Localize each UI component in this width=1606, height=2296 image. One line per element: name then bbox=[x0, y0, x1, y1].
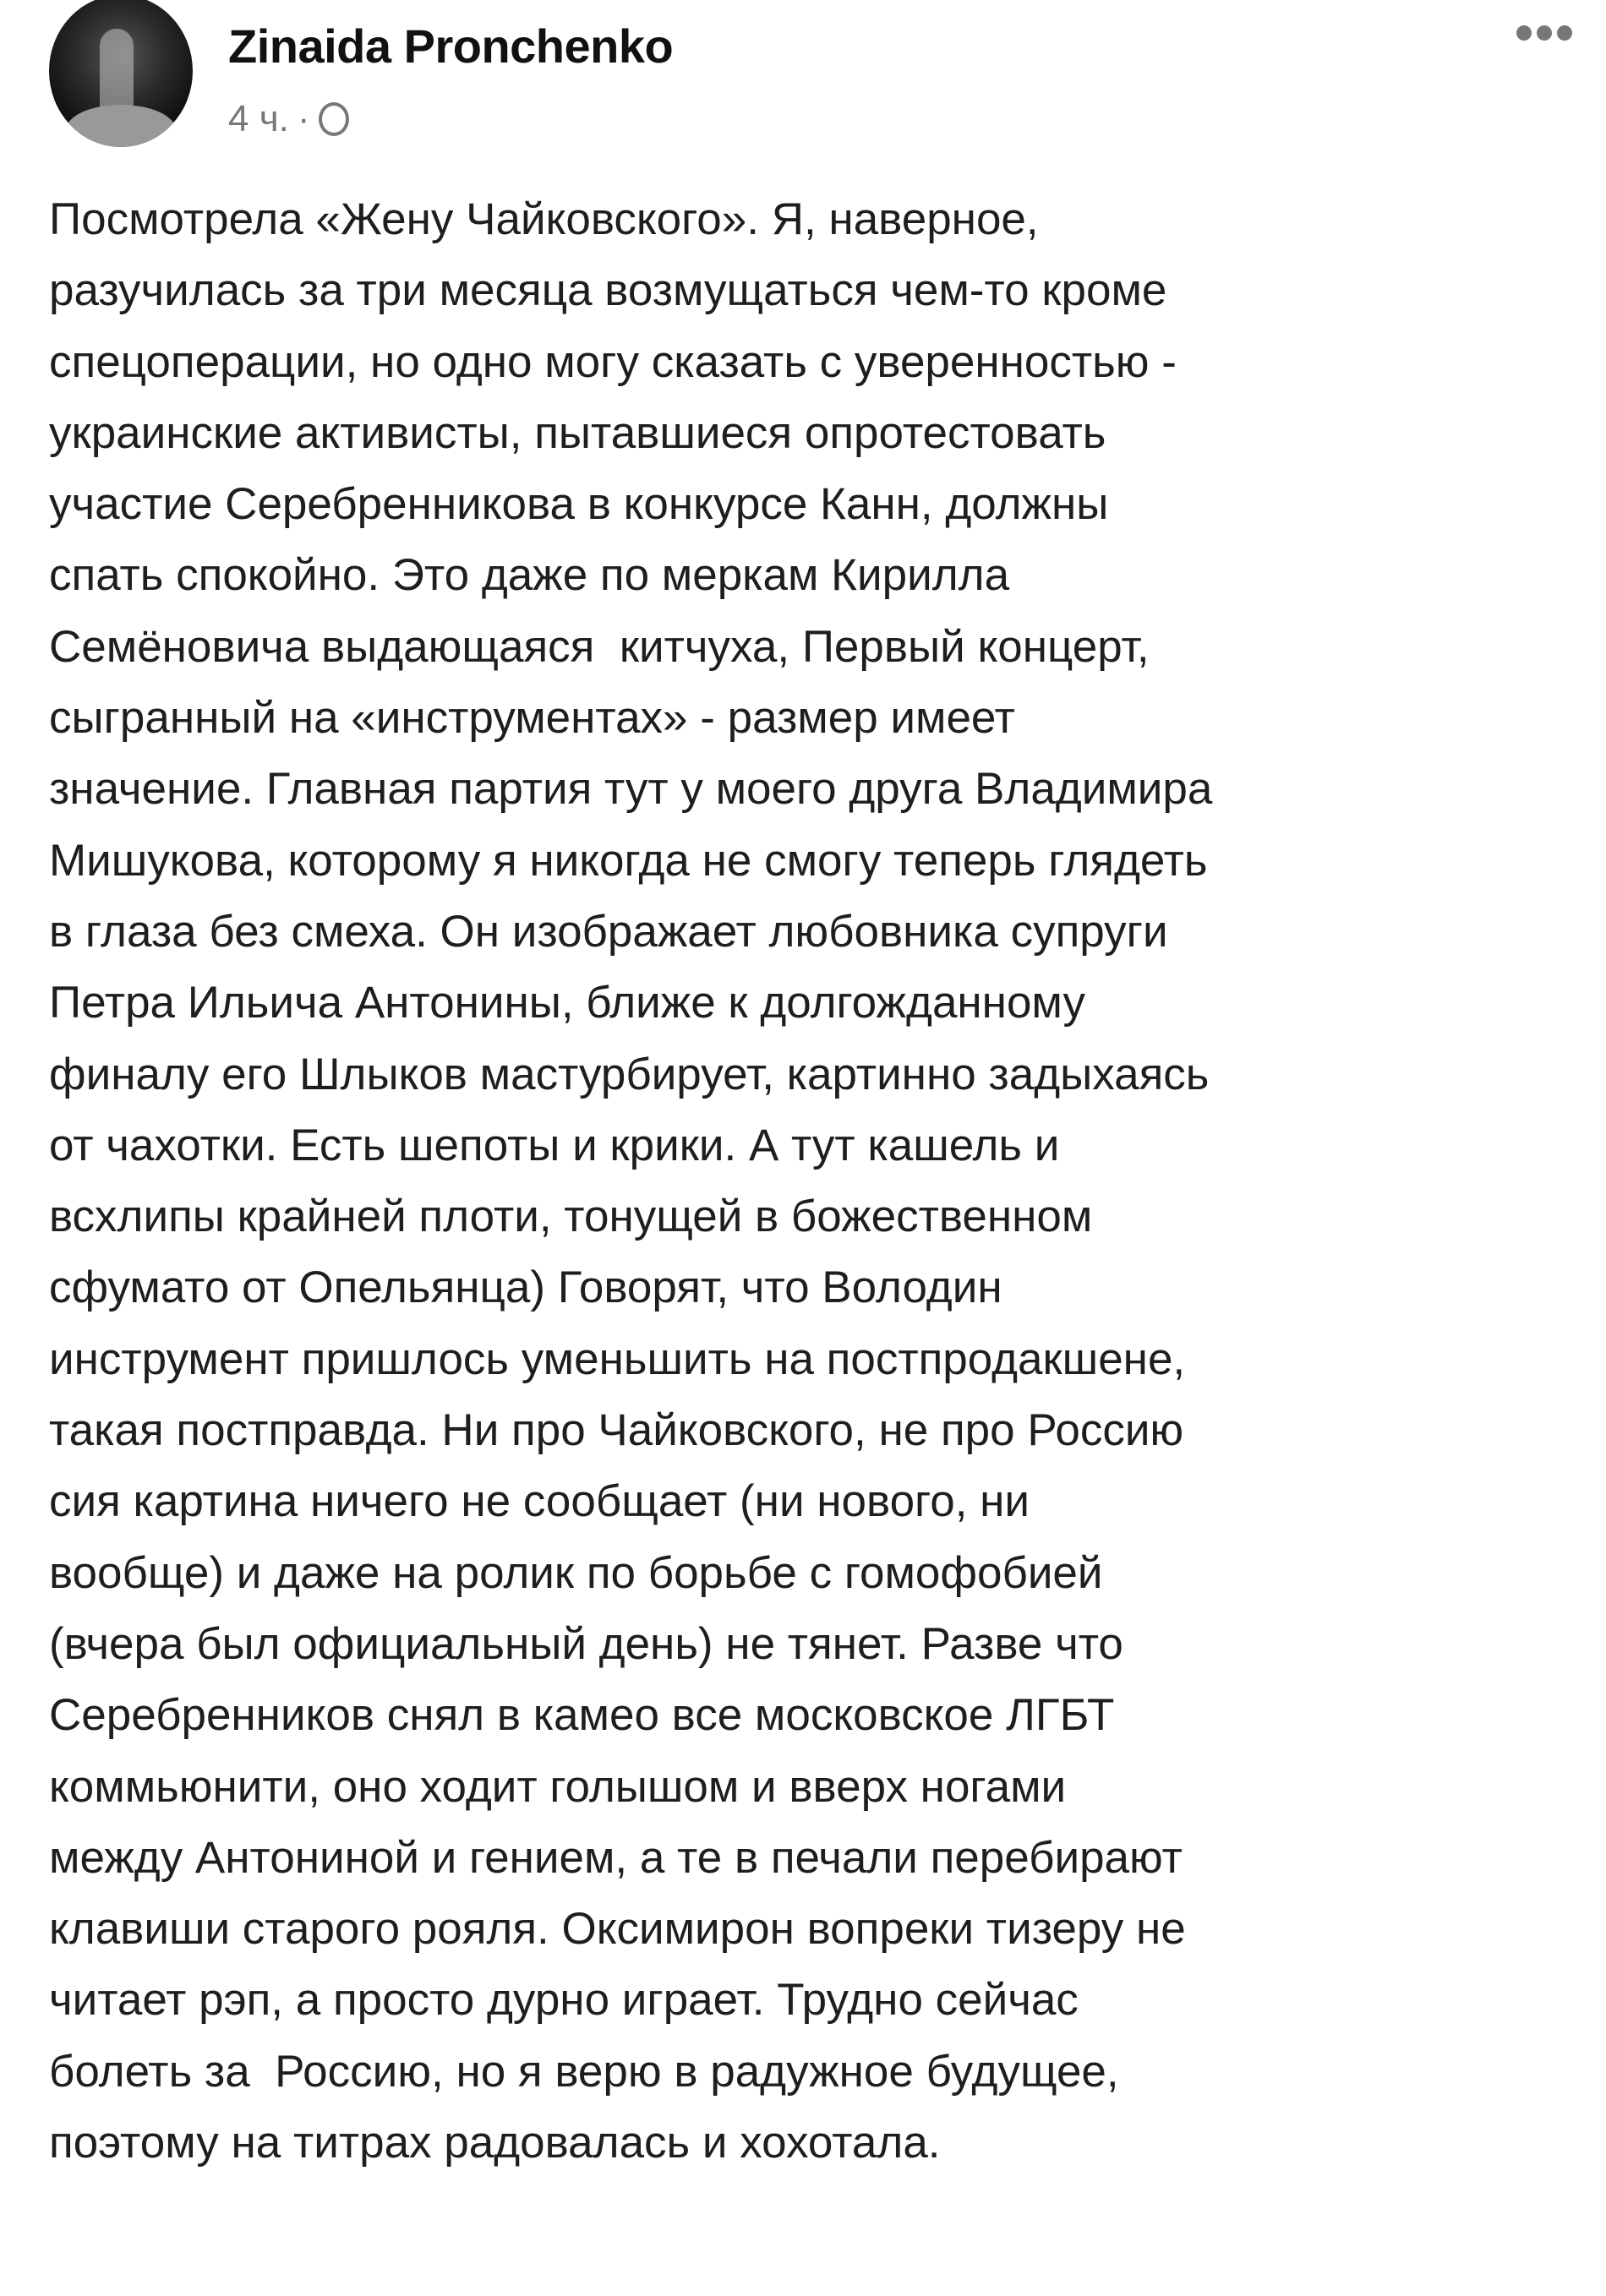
post-text-line: Посмотрела «Жену Чайковского». Я, наверное, bbox=[49, 194, 1039, 244]
post-text-line: сия картина ничего не сообщает (ни нового, ни bbox=[49, 1476, 1030, 1527]
dot-icon bbox=[1516, 25, 1532, 41]
post-text-line: болеть за Россию, но я верю в радужное будущее, bbox=[49, 2046, 1119, 2097]
post-text bbox=[49, 184, 1212, 2179]
post-time[interactable]: 4 ч. bbox=[228, 98, 289, 139]
post-text-line: участие Серебренникова в конкурсе Канн, должны bbox=[49, 479, 1109, 530]
post-text-line: поэтому на титрах радовалась и хохотала. bbox=[49, 2118, 941, 2168]
dot-icon bbox=[1537, 25, 1552, 41]
post-text-line: сфумато от Опельянца) Говорят, что Володин bbox=[49, 1263, 1002, 1313]
post-text-line: спать спокойно. Это даже по меркам Кирилла bbox=[49, 550, 1010, 601]
post-text-line: читает рэп, а просто дурно играет. Трудно сейчас bbox=[49, 1975, 1079, 2026]
post-text-line: спецоперации, но одно могу сказать с уверенностью - bbox=[49, 336, 1177, 387]
post-text-line: (вчера был официальный день) не тянет. Разве что bbox=[49, 1618, 1123, 1669]
post-text-line: финалу его Шлыков мастурбирует, картинно задыхаясь bbox=[49, 1049, 1210, 1099]
post-text-line: вообще) и даже на ролик по борьбе с гомофобией bbox=[49, 1547, 1103, 1598]
author-avatar[interactable] bbox=[49, 0, 193, 147]
more-options-button[interactable] bbox=[1516, 25, 1572, 41]
post-text-line: в глаза без смеха. Он изображает любовника супруги bbox=[49, 906, 1168, 957]
post-text-line: украинские активисты, пытавшиеся опротестовать bbox=[49, 407, 1106, 458]
globe-icon bbox=[319, 102, 349, 136]
post-text-line: сыгранный на «инструментах» - размер имеет bbox=[49, 693, 1015, 744]
post-text-line: Семёновича выдающаяся китчуха, Первый концерт, bbox=[49, 621, 1150, 672]
post-text-line: Петра Ильича Антонины, ближе к долгожданному bbox=[49, 978, 1085, 1028]
author-name[interactable]: Zinaida Pronchenko bbox=[228, 19, 674, 73]
dot-icon bbox=[1557, 25, 1572, 41]
post-text-line: разучилась за три месяца возмущаться чем-то кроме bbox=[49, 265, 1167, 316]
post-text-line: такая постправда. Ни про Чайковского, не про Россию bbox=[49, 1405, 1184, 1456]
post-text-line: клавиши старого рояля. Оксимирон вопреки тизеру не bbox=[49, 1904, 1186, 1955]
post-text-line: всхлипы крайней плоти, тонущей в божественном bbox=[49, 1192, 1093, 1242]
post-text-line: Мишукова, которому я никогда не смогу теперь глядеть bbox=[49, 835, 1208, 886]
post-meta bbox=[228, 98, 349, 140]
meta-separator: · bbox=[297, 98, 310, 139]
post-text-line: от чахотки. Есть шепоты и крики. А тут кашель и bbox=[49, 1120, 1060, 1170]
avatar-desk bbox=[66, 105, 176, 147]
post-text-line: значение. Главная партия тут у моего друга Владимира bbox=[49, 764, 1213, 815]
post-text-line: коммьюнити, оно ходит голышом и вверх ногами bbox=[49, 1761, 1067, 1812]
post-text-line: между Антониной и гением, а те в печали перебирают bbox=[49, 1832, 1183, 1883]
post-text-line: Серебренников снял в камео все московское ЛГБТ bbox=[49, 1690, 1115, 1741]
post-text-line: инструмент пришлось уменьшить на постпродакшене, bbox=[49, 1333, 1186, 1384]
